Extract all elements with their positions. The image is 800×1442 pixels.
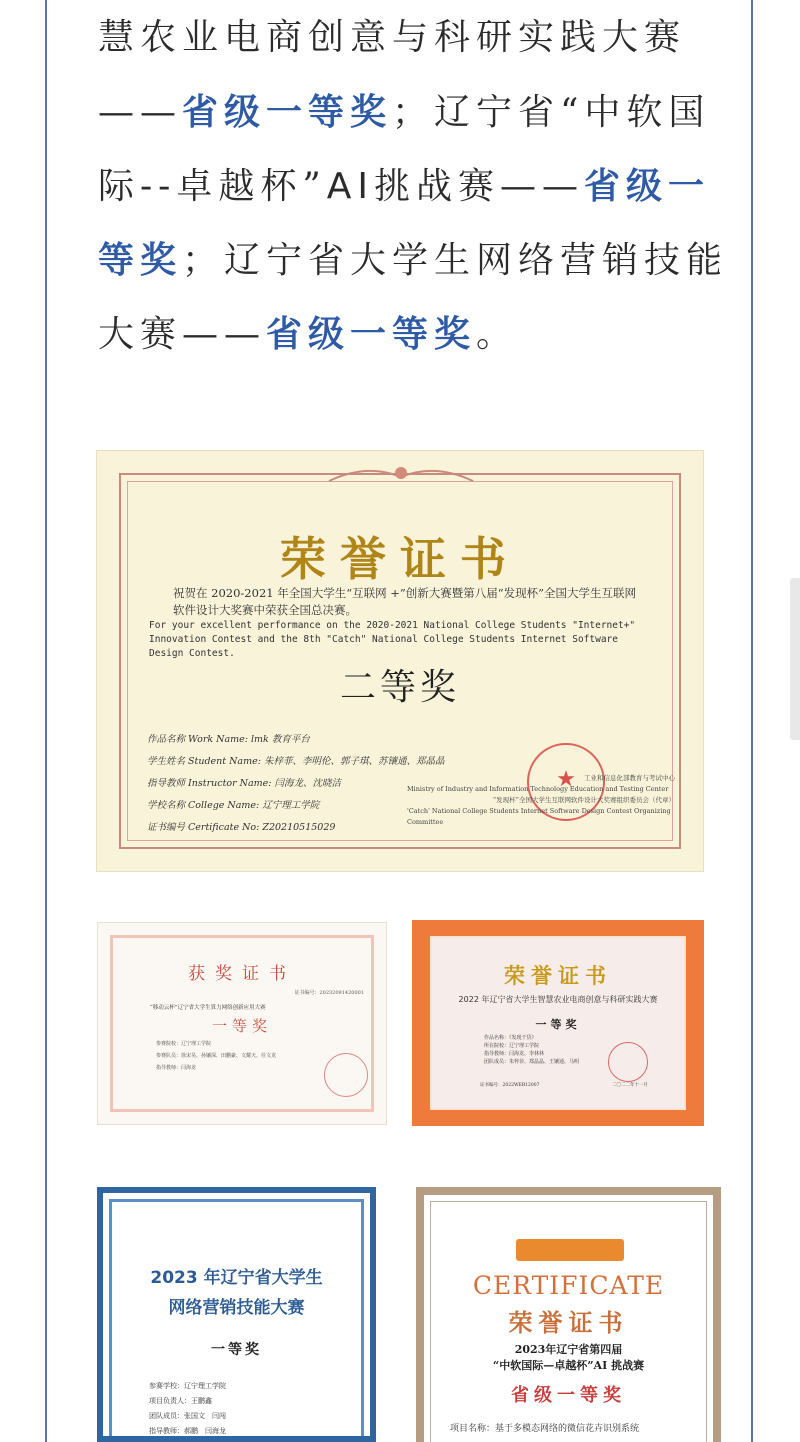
paragraph-line — [98, 236, 729, 284]
page-frame-right — [751, 0, 753, 1442]
award-level-highlight: 省级一等奖 — [266, 313, 477, 355]
paragraph-line — [98, 162, 711, 210]
paragraph-text: AI — [326, 166, 374, 207]
field-certificate-no: 证书编号 Certificate No: Z20210515029 — [147, 822, 336, 833]
certificate-award: 二等奖 — [339, 667, 460, 708]
project-name: 项目名称：基于多模态网络的微信花卉识别系统 — [450, 1424, 640, 1434]
provincial-computing-certificate-image[interactable] — [97, 922, 387, 1125]
paragraph-text: —— — [98, 92, 182, 133]
certificate-title: 获奖证书 — [188, 964, 296, 984]
certificate-number: 证书编号：20232091420001 — [294, 990, 364, 996]
certificate-title: 荣誉证书 — [504, 963, 612, 988]
certificate-fields: 参赛院校：辽宁理工学院 参赛队员：徐宋昊、孙镶深、田鹏豪、文耀天、任文龙 指导教师：闫海龙 — [156, 1041, 277, 1071]
certificate-fields: 参赛学校：辽宁理工学院 项目负责人：王鹏鑫 团队成员：张国文 闫闯 指导教师：郝鹏 闫海龙 — [149, 1382, 226, 1435]
competition-edition: 2023年辽宁省第四届 — [514, 1343, 623, 1356]
competition-name: “中软国际—卓越杯”AI 挑战赛 — [492, 1359, 645, 1372]
paragraph-line — [98, 88, 711, 136]
awards-paragraph — [98, 14, 729, 384]
award-level-highlight: 省级一 — [584, 165, 711, 207]
field-instructor-name: 指导教师 Instructor Name: 闫海龙、沈晓洁 — [147, 778, 341, 789]
certificate-award: 一等奖 — [211, 1342, 262, 1358]
paragraph-line — [98, 14, 708, 62]
certificate-chinese-text: 祝贺在 2020-2021 年全国大学生“互联网 +”创新大赛暨第八届“发现杯”全国大学生互联网软件设计大奖赛中荣获全国总决赛。 — [173, 586, 637, 617]
paragraph-text: 大赛—— — [98, 314, 267, 355]
national-certificate-image[interactable] — [96, 450, 704, 872]
paragraph-text: 。 — [476, 314, 519, 355]
provincial-agriculture-certificate-image[interactable] — [412, 920, 704, 1126]
page-frame-left — [45, 0, 47, 1442]
paragraph-line — [98, 310, 708, 358]
certificate-date: 二〇二二年十一月 — [612, 1083, 648, 1088]
certificate-title: 2023 年辽宁省大学生 网络营销技能大赛 — [150, 1268, 323, 1318]
certificate-description: “移动云杯”辽宁省大学生算力网络创新应用大赛 — [150, 1005, 266, 1011]
certificate-award: 省级一等奖 — [511, 1385, 626, 1406]
field-student-name: 学生姓名 Student Name: 朱梓菲、李明伦、郭子琪、苏镶通、郑晶晶 — [147, 756, 445, 767]
competition-name: 2022 年辽宁省大学生智慧农业电商创意与科研实践大赛 — [458, 995, 658, 1004]
red-seal-icon — [324, 1053, 368, 1097]
paragraph-text: 挑战赛—— — [373, 166, 584, 207]
certificate-title: 荣誉证书 — [280, 532, 520, 586]
ai-challenge-certificate-image[interactable] — [416, 1187, 721, 1442]
marketing-certificate-image[interactable] — [97, 1187, 376, 1442]
certificate-award: 一等奖 — [535, 1018, 581, 1031]
certificate-award: 一等奖 — [211, 1017, 272, 1035]
scrollbar-thumb[interactable] — [790, 578, 800, 740]
floral-ornament-icon — [327, 461, 475, 487]
certificate-english-title: CERTIFICATE — [472, 1271, 665, 1300]
paragraph-text: 际--卓越杯” — [98, 166, 327, 207]
field-college-name: 学校名称 College Name: 辽宁理工学院 — [147, 800, 320, 811]
certificate-fields — [147, 729, 444, 839]
certificate-fields: 作品名称：《发现干货》 所在院校：辽宁理工学院 指导教师：闫海龙、李林林 团队成员：朱梓菲、郑晶晶、王镶通、马明 — [484, 1035, 580, 1065]
red-seal-icon — [608, 1042, 648, 1082]
field-work-name: 作品名称 Work Name: lmk 教育平台 — [147, 734, 310, 745]
award-level-highlight: 等奖 — [98, 239, 183, 281]
certificate-title: 荣誉证书 — [508, 1308, 629, 1337]
paragraph-text: ；辽宁省“中软国 — [392, 92, 711, 133]
certificate-english-text: For your excellent performance on the 2020-2021 National College Students "Internet+" Innovation Contest and the 8th "Catch" National College Students Internet Software Design Contest. — [149, 620, 636, 659]
red-seal-icon: ★ — [527, 743, 605, 821]
paragraph-text: ；辽宁省大学生网络营销技能 — [182, 240, 729, 281]
ribbon-icon — [516, 1239, 624, 1261]
certificate-organizers: 工业和信息化部教育与考试中心 Ministry of Industry and Information Technology Education and Testing Center “发现杯”全国大学生互联网软件设计大奖赛组织委员会（代章） 'Catch' National College Students Internet Software Design Contest Organizing Committee — [407, 774, 675, 826]
paragraph-text: 慧农业电商创意与科研实践大赛 — [98, 17, 687, 58]
award-level-highlight: 省级一等奖 — [182, 91, 393, 133]
certificate-number: 证书编号：2022WEB12007 — [480, 1083, 540, 1088]
